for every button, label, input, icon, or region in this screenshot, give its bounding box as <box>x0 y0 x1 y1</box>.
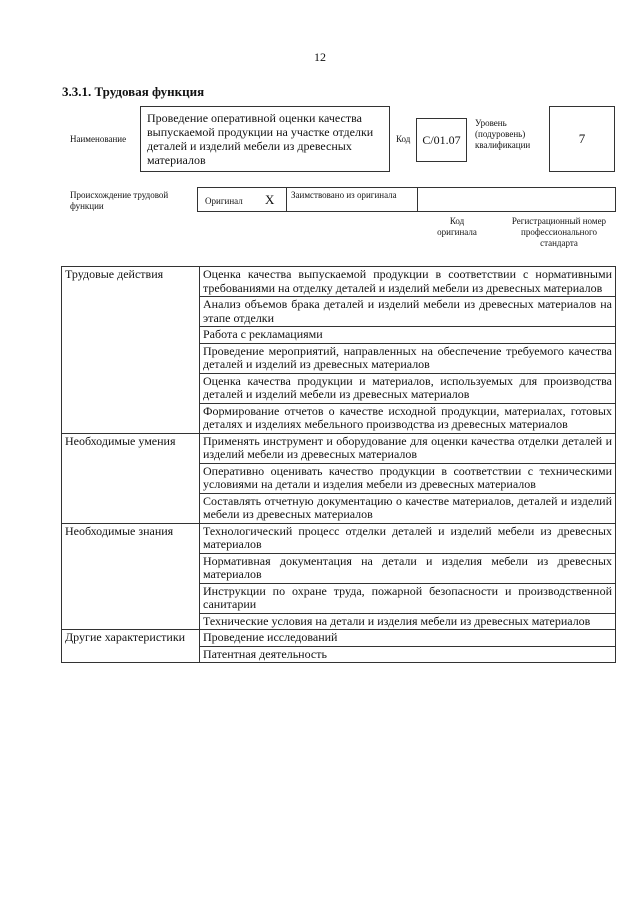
origin-label: Происхождение трудовой функции <box>70 190 169 211</box>
item-cell: Технические условия на детали и изделия мебели из древесных материалов <box>200 613 616 630</box>
table-row <box>62 433 616 463</box>
borrowed-label: Заимствовано из оригинала <box>291 190 397 200</box>
origin-divider <box>286 188 287 211</box>
code-original-caption: Код оригинала <box>437 216 477 237</box>
table-row <box>62 523 616 553</box>
name-label: Наименование <box>70 134 127 144</box>
category-cell: Необходимые знания <box>62 523 200 630</box>
function-details-table <box>61 266 616 663</box>
qualification-level-box: 7 <box>549 106 615 172</box>
item-cell: Оценка качества выпускаемой продукции в соответствии с нормативными требованиями на отделку деталей и изделий мебели из древесных материалов <box>200 267 616 297</box>
item-cell: Проведение исследований <box>200 630 616 647</box>
item-cell: Патентная деятельность <box>200 646 616 663</box>
item-cell: Применять инструмент и оборудование для оценки качества отделки деталей и изделий мебели из древесных материалов <box>200 433 616 463</box>
item-cell: Нормативная документация на детали и изделия мебели из древесных материалов <box>200 553 616 583</box>
item-cell: Работа с рекламациями <box>200 327 616 344</box>
category-cell: Необходимые умения <box>62 433 200 523</box>
item-cell: Инструкции по охране труда, пожарной безопасности и производственной санитарии <box>200 583 616 613</box>
item-cell: Анализ объемов брака деталей и изделий мебели из древесных материалов на этапе отделки <box>200 297 616 327</box>
item-cell: Формирование отчетов о качестве исходной продукции, материалах, готовых деталях и изделиях мебельного производства из древесных материалов <box>200 403 616 433</box>
item-cell: Технологический процесс отделки деталей и изделий мебели из древесных материалов <box>200 523 616 553</box>
item-cell: Проведение мероприятий, направленных на обеспечение требуемого качества деталей и изделий из древесных материалов <box>200 343 616 373</box>
reg-number-caption: Регистрационный номер профессионального стандарта <box>511 216 607 248</box>
item-cell: Оперативно оценивать качество продукции в соответствии с техническими условиями на детали и изделия мебели из древесных материалов <box>200 463 616 493</box>
function-code-box: С/01.07 <box>416 118 467 162</box>
code-label: Код <box>396 134 411 144</box>
table-row <box>62 267 616 297</box>
section-title: 3.3.1. Трудовая функция <box>62 84 205 99</box>
original-label: Оригинал <box>205 196 243 206</box>
level-label: Уровень (подуровень) квалификации <box>475 118 531 150</box>
item-cell: Составлять отчетную документацию о качестве материалов, деталей и изделий мебели из древесных материалов <box>200 493 616 523</box>
item-cell: Оценка качества продукции и материалов, используемых для производства деталей и изделий мебели из древесных материалов <box>200 373 616 403</box>
table-row <box>62 630 616 647</box>
page-number: 12 <box>314 50 326 64</box>
function-name-box: Проведение оперативной оценки качества выпускаемой продукции на участке отделки деталей и изделий мебели из древесных материалов <box>140 106 390 172</box>
category-cell: Другие характеристики <box>62 630 200 663</box>
origin-divider <box>417 188 418 211</box>
original-mark: X <box>265 192 275 207</box>
category-cell: Трудовые действия <box>62 267 200 434</box>
